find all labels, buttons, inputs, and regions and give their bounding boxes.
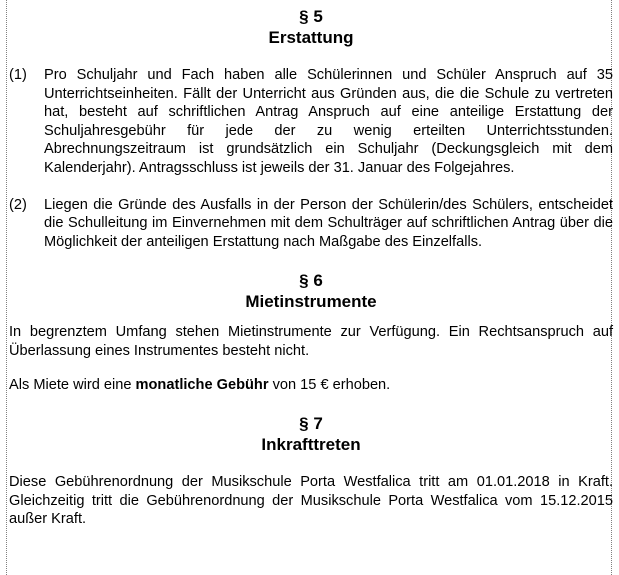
paragraph-number: (1) [9, 67, 27, 83]
section-7-title: Inkrafttreten [261, 435, 361, 455]
document-page [6, 0, 612, 575]
document-content [9, 0, 613, 529]
rent-text-bold: monatliche Gebühr [135, 376, 269, 393]
section-6-title: Mietinstrumente [245, 292, 377, 312]
section-5-paragraph-1 [9, 66, 613, 178]
rent-text-before: Als Miete wird eine [9, 376, 136, 393]
section-5-title: Erstattung [268, 28, 354, 47]
section-6-number: § 6 [299, 271, 323, 291]
rent-text-after: von 15 € erhoben. [268, 376, 391, 393]
section-5-paragraph-2 [9, 196, 613, 252]
section-7-number: § 7 [299, 414, 323, 434]
paragraph-text: Pro Schuljahr und Fach haben alle Schülerinnen und Schüler Anspruch auf 35 Unterrichtseinheiten. Fällt der Unterricht aus Gründen aus, die die Schule zu vertreten hat, besteht auf schriftlichen Antrag Anspruch auf eine anteilige Erstattung der Schuljahresgebühr für jede der zu wenig erteilten Unterrichtsstunden. Abrechnungszeitraum ist grundsätzlich ein Schuljahr (Deckungsgleich mit dem Kalenderjahr). Antragsschluss ist jeweils der 31. Januar des Folgejahres. [44, 67, 613, 176]
section-7-text: Diese Gebührenordnung der Musikschule Porta Westfalica tritt am 01.01.2018 in Kraft. Gleichzeitig tritt die Gebührenordnung der Musikschule Porta Westfalica vom 15.12.2015 außer Kraft. [9, 474, 613, 528]
paragraph-number: (2) [9, 196, 27, 213]
section-5-number: § 5 [299, 7, 323, 26]
paragraph-text: Liegen die Gründe des Ausfalls in der Person der Schülerin/des Schülers, entscheidet die Schulleitung im Einvernehmen mit dem Schulträger auf schriftlichen Antrag über die Möglichkeit der anteiligen Erstattung nach Maßgabe des Einzelfalls. [44, 196, 613, 250]
section-6-text-1: In begrenztem Umfang stehen Mietinstrumente zur Verfügung. Ein Rechtsanspruch auf Überlassung eines Instrumentes besteht nicht. [9, 324, 613, 359]
section-6-text-2 [9, 376, 613, 395]
